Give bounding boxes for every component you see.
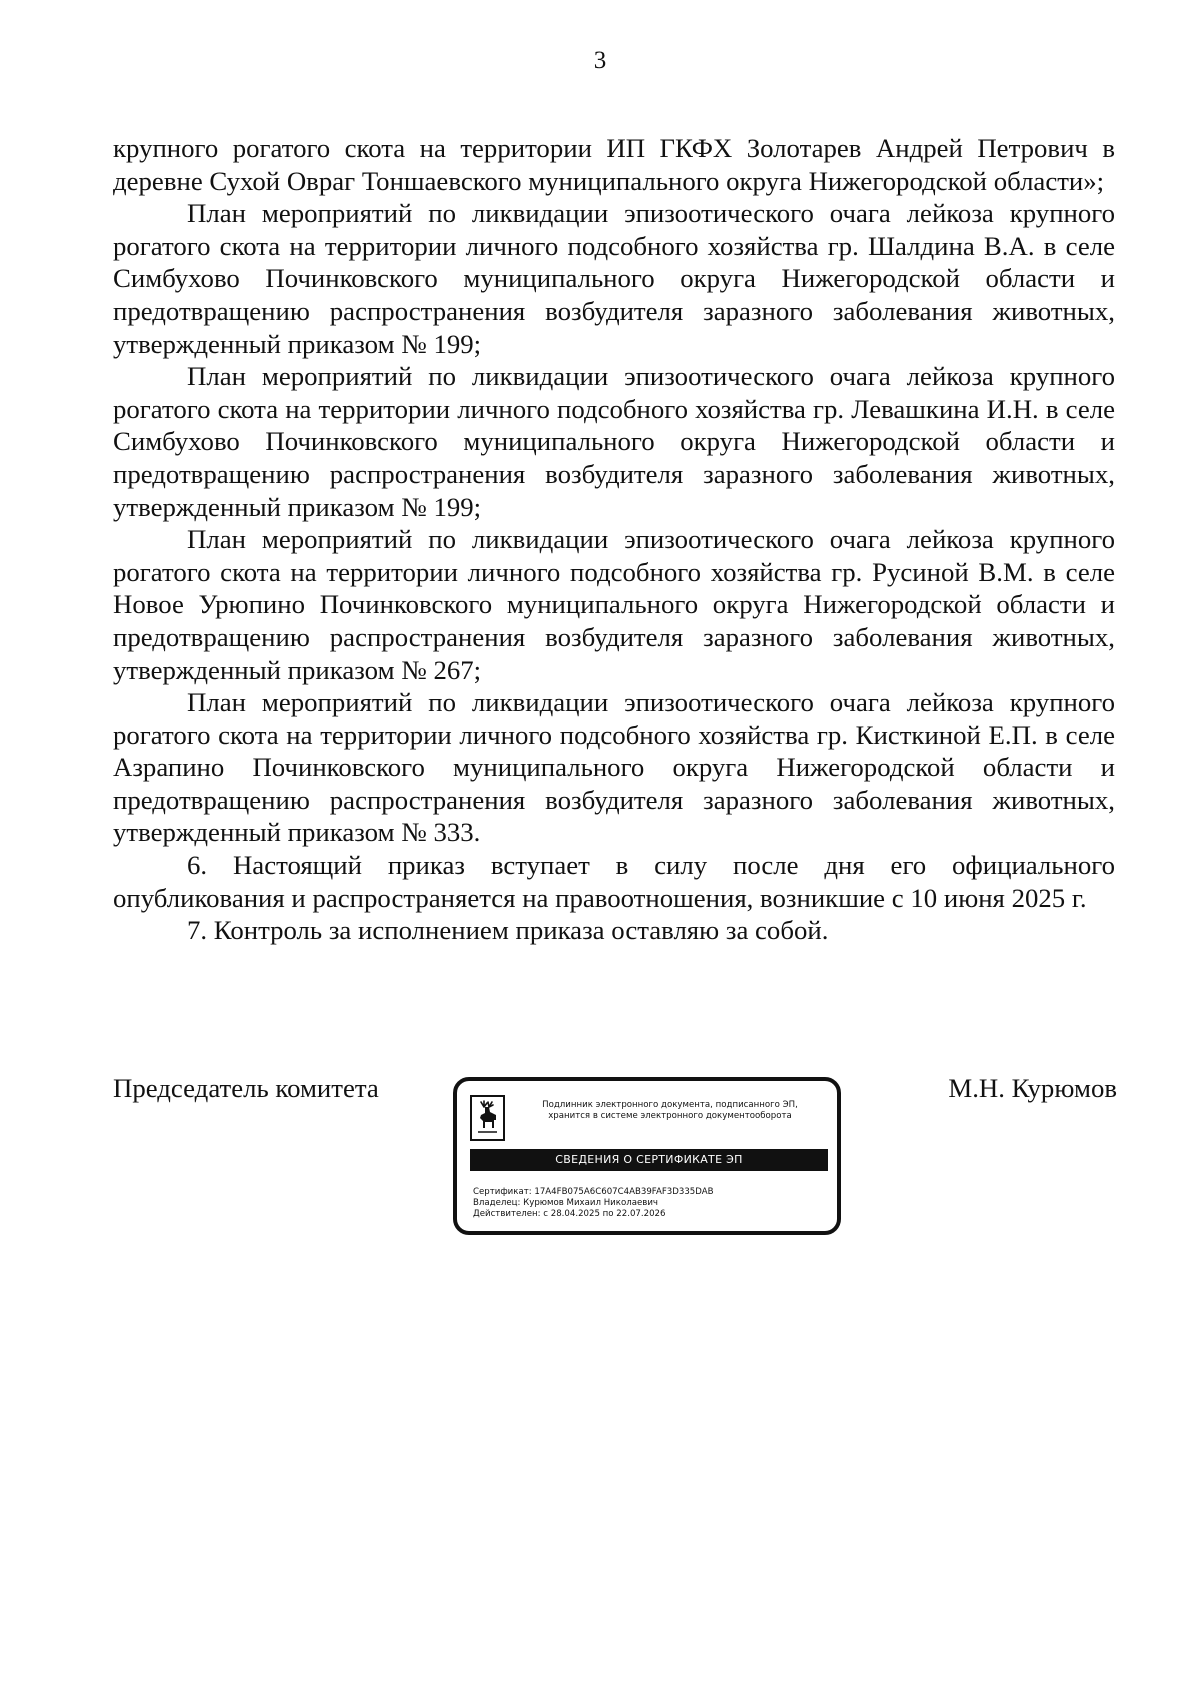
paragraph-item-6: 6. Настоящий приказ вступает в силу после дня его официального опубликования и распространяется на правоотношения, возникшие с 10 июня 2025 г. [113,850,1115,913]
paragraph-plan-levashkin: План мероприятий по ликвидации эпизоотического очага лейкоза крупного рогатого скота на территории личного подсобного хозяйства гр. Левашкина И.Н. в селе Симбухово Починковского муниципального округа Нижегородской области и предотвращению распространения возбудителя заразного заболевания животных, утвержденный приказом № 199; [113,361,1115,522]
stamp-header-line: Подлинник электронного документа, подписанного ЭП, [542,1100,798,1110]
deer-coat-of-arms-icon [470,1095,505,1141]
paragraph-plan-rusina: План мероприятий по ликвидации эпизоотического очага лейкоза крупного рогатого скота на территории личного подсобного хозяйства гр. Русиной В.М. в селе Новое Урюпино Починковского муниципального округа Нижегородской области и предотвращению распространения возбудителя заразного заболевания животных, утвержденный приказом № 267; [113,524,1115,685]
paragraph-continuation: крупного рогатого скота на территории ИП ГКФХ Золотарев Андрей Петрович в деревне Сухой Овраг Тоншаевского муниципального округа Нижегородской области»; [113,133,1115,196]
stamp-owner: Владелец: Курюмов Михаил Николаевич [473,1198,658,1208]
stamp-header [510,1100,830,1122]
stamp-certificate-details [473,1187,833,1220]
signatory-position: Председатель комитета [113,1073,379,1103]
document-body [113,132,1115,947]
page-number: 3 [593,47,607,74]
paragraph-plan-shaldin: План мероприятий по ликвидации эпизоотического очага лейкоза крупного рогатого скота на территории личного подсобного хозяйства гр. Шалдина В.А. в селе Симбухово Починковского муниципального округа Нижегородской области и предотвращению распространения возбудителя заразного заболевания животных, утвержденный приказом № 199; [113,198,1115,359]
stamp-header-line: хранится в системе электронного документооборота [548,1111,792,1121]
signatory-name: М.Н. Курюмов [948,1073,1117,1103]
paragraph-item-7: 7. Контроль за исполнением приказа оставляю за собой. [187,915,829,946]
stamp-validity: Действителен: с 28.04.2025 по 22.07.2026 [473,1209,666,1219]
electronic-signature-stamp [453,1077,841,1235]
stamp-certificate-banner: СВЕДЕНИЯ О СЕРТИФИКАТЕ ЭП [470,1149,828,1171]
stamp-certificate-number: Сертификат: 17A4FB075A6C607C4AB39FAF3D335DAB [473,1187,714,1197]
paragraph-plan-kistkina: План мероприятий по ликвидации эпизоотического очага лейкоза крупного рогатого скота на территории личного подсобного хозяйства гр. Кисткиной Е.П. в селе Азрапино Починковского муниципального округа Нижегородской области и предотвращению распространения возбудителя заразного заболевания животных, утвержденный приказом № 333. [113,687,1115,848]
